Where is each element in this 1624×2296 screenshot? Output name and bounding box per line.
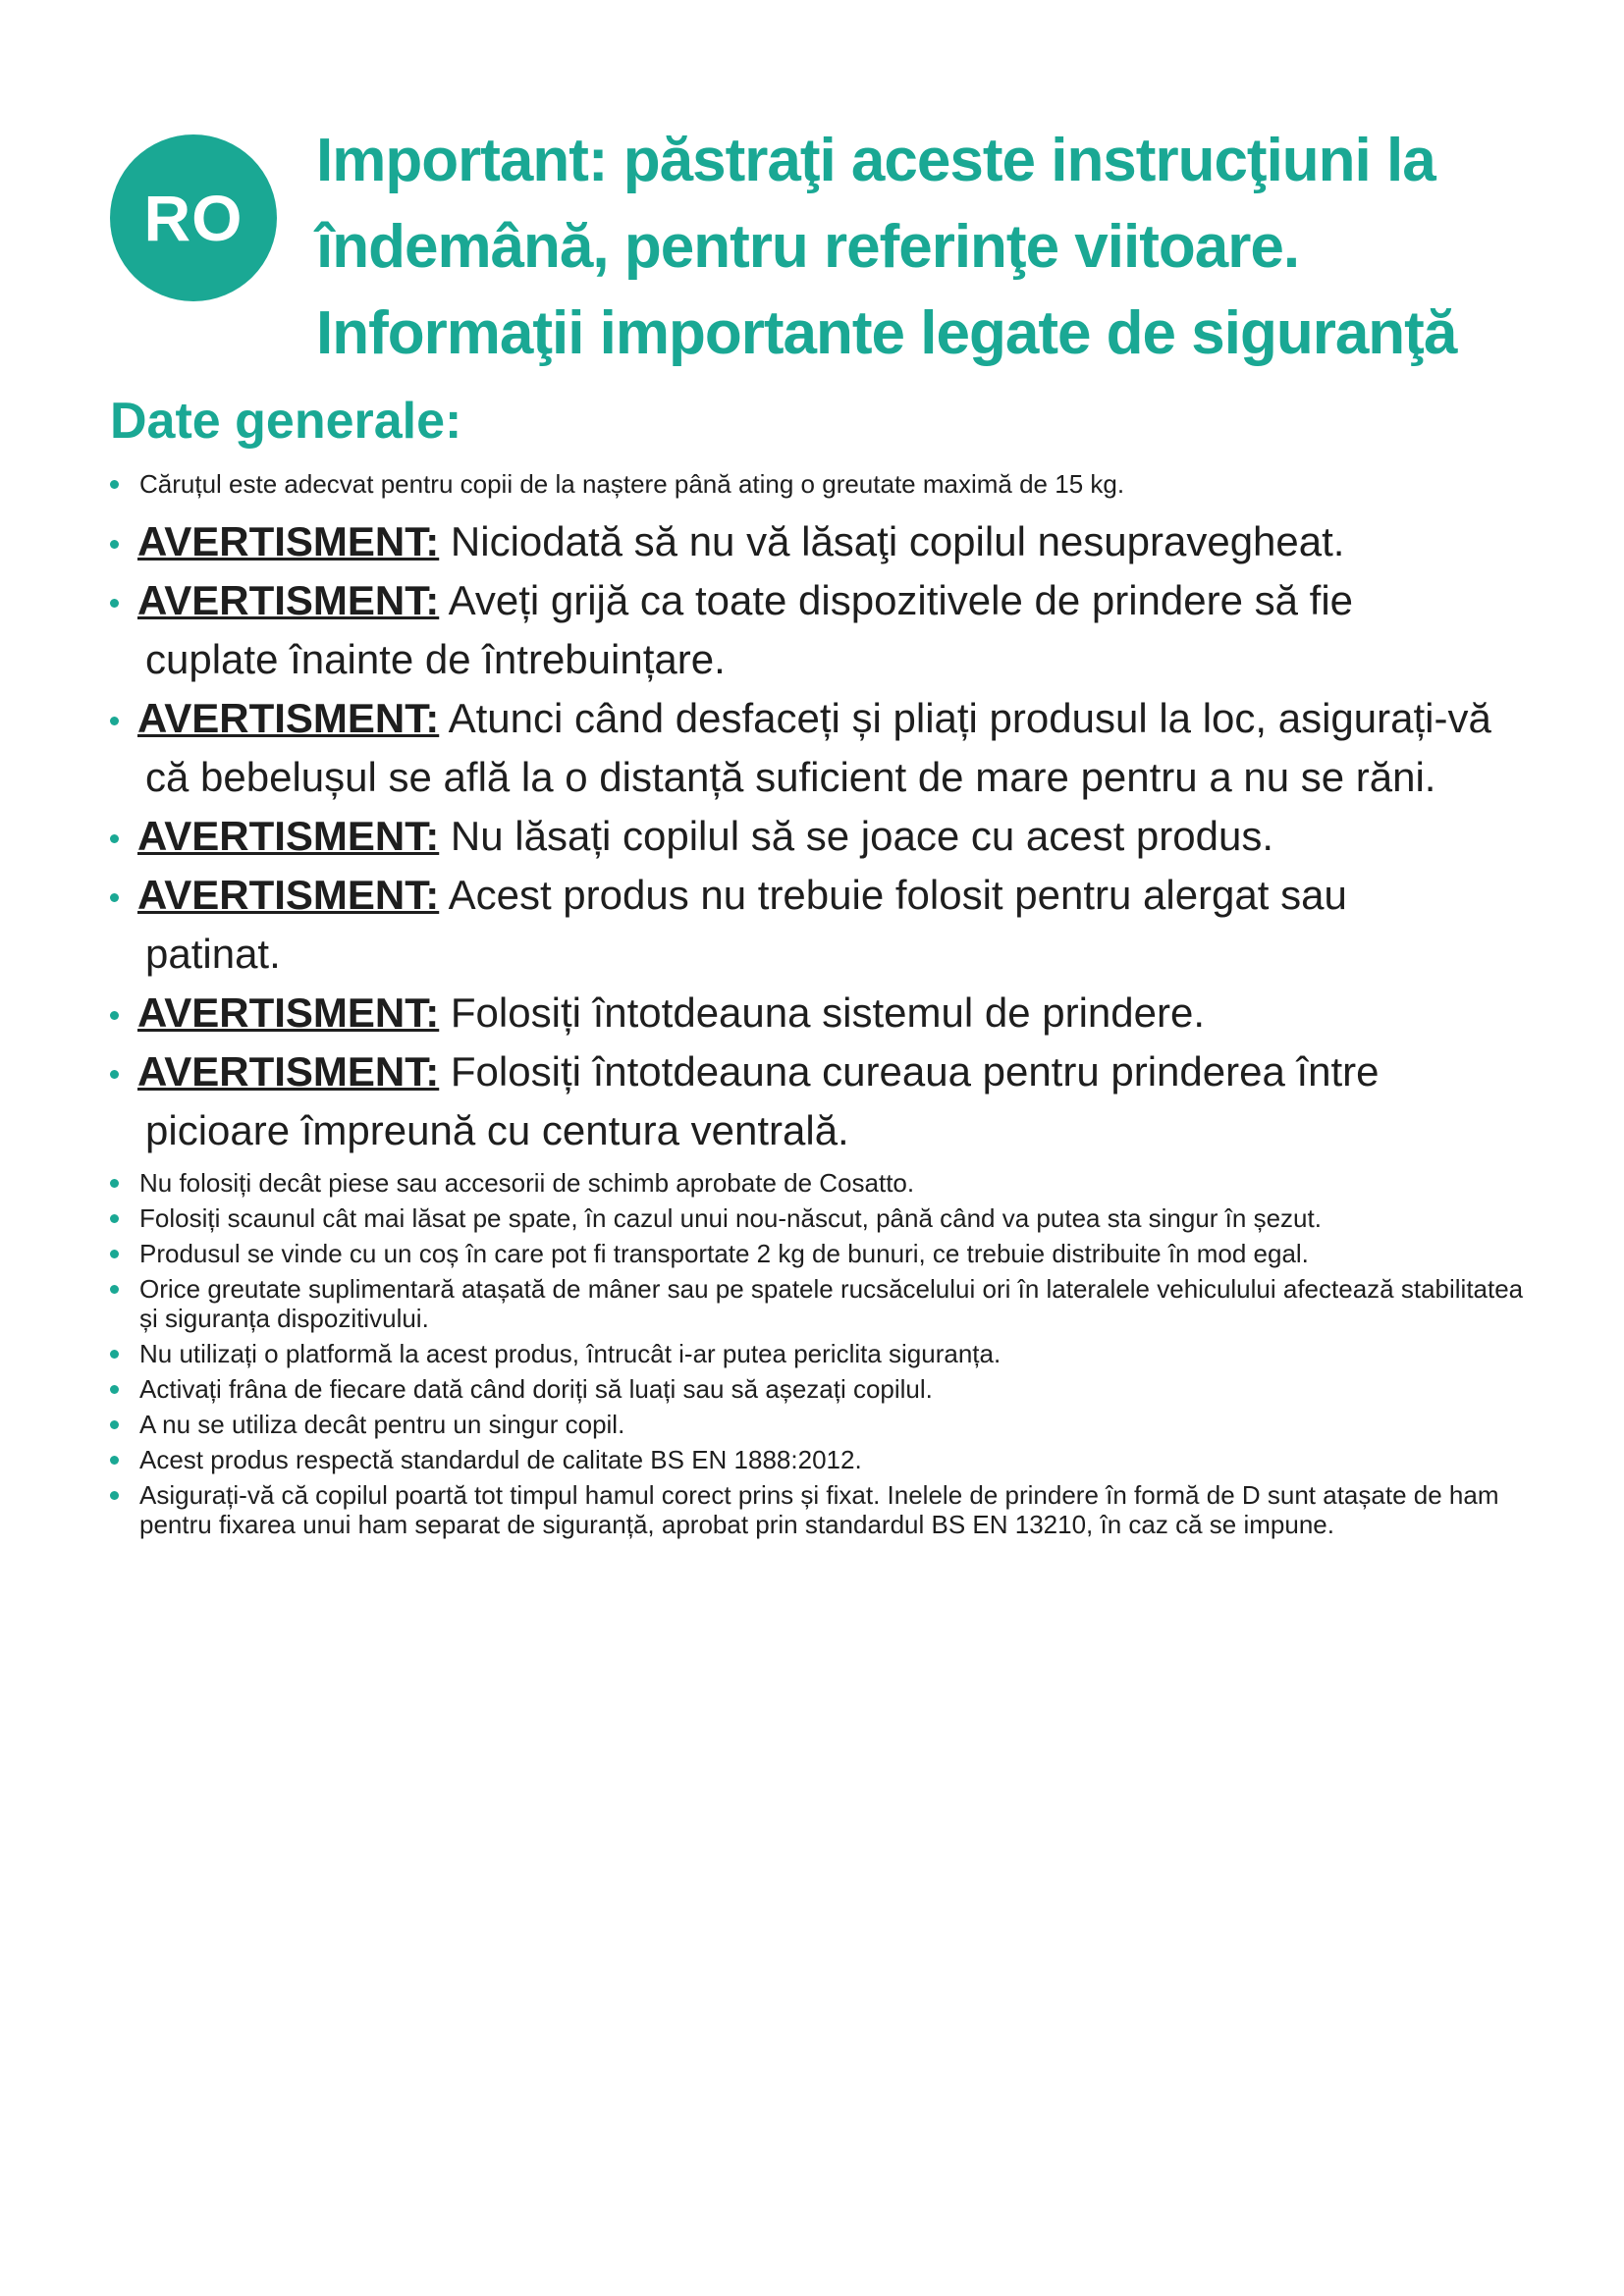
note-text: Produsul se vinde cu un coș în care pot fi transportate 2 kg de bunuri, ce trebuie distribuite în mod egal.	[139, 1239, 1309, 1268]
warning-item	[110, 866, 1524, 984]
bullet-icon	[110, 1285, 119, 1294]
warning-item	[110, 807, 1524, 866]
bullet-icon	[110, 540, 119, 549]
section-title: Date generale:	[110, 393, 462, 450]
note-text: Orice greutate suplimentară atașată de mâner sau pe spatele rucsăcelului ori în lateralele vehiculului afectează stabilitatea și siguranța dispozitivului.	[139, 1274, 1524, 1333]
note-item	[110, 1168, 1524, 1198]
bullet-icon	[110, 1385, 119, 1394]
warning-label: AVERTISMENT:	[137, 813, 440, 859]
warning-text: Folosiți întotdeauna sistemul de prindere.	[450, 989, 1206, 1036]
warning-text: Acest produs nu trebuie folosit pentru alergat sau	[448, 872, 1347, 918]
bullet-icon	[110, 1350, 119, 1359]
bullet-icon	[110, 1456, 119, 1465]
notes-list	[110, 1168, 1524, 1545]
title-line-2: îndemână, pentru referinţe viitoare.	[316, 213, 1300, 281]
title-line-3: Informaţii importante legate de siguranţă	[316, 299, 1457, 367]
bullet-icon	[110, 717, 119, 725]
warning-text: Nu lăsați copilul să se joace cu acest produs.	[450, 813, 1274, 859]
intro-list	[110, 469, 1524, 499]
warning-label: AVERTISMENT:	[137, 872, 440, 918]
warning-text: Niciodată să nu vă lăsaţi copilul nesupravegheat.	[450, 518, 1345, 564]
warning-list	[110, 512, 1524, 1160]
list-item	[110, 469, 1524, 499]
note-text: Nu folosiți decât piese sau accesorii de schimb aprobate de Cosatto.	[139, 1168, 915, 1198]
warning-text-continued: că bebelușul se află la o distanță suficient de mare pentru a nu se răni.	[145, 754, 1436, 800]
language-code: RO	[143, 182, 244, 254]
warning-text-continued: patinat.	[145, 931, 281, 977]
warning-label: AVERTISMENT:	[137, 1048, 440, 1095]
page-title	[316, 118, 1602, 377]
warning-label: AVERTISMENT:	[137, 695, 440, 741]
warning-text-continued: cuplate înainte de întrebuințare.	[145, 636, 726, 682]
warning-text: Atunci când desfaceți și pliați produsul la loc, asigurați-vă	[448, 695, 1491, 741]
note-text: Activați frâna de fiecare dată când doriți să luați sau să așezați copilul.	[139, 1374, 933, 1404]
warning-item	[110, 571, 1524, 689]
warning-item	[110, 689, 1524, 807]
intro-text: Căruțul este adecvat pentru copii de la naștere până ating o greutate maximă de 15 kg.	[139, 469, 1125, 499]
note-item	[110, 1445, 1524, 1474]
note-item	[110, 1410, 1524, 1439]
note-text: A nu se utiliza decât pentru un singur copil.	[139, 1410, 625, 1439]
note-item	[110, 1203, 1524, 1233]
note-item	[110, 1274, 1524, 1333]
warning-item	[110, 1042, 1524, 1160]
warning-text: Aveți grijă ca toate dispozitivele de prindere să fie	[448, 577, 1354, 623]
bullet-icon	[110, 599, 119, 608]
warning-label: AVERTISMENT:	[137, 518, 440, 564]
bullet-icon	[110, 1070, 119, 1079]
note-text: Folosiți scaunul cât mai lăsat pe spate, în cazul unui nou-născut, până când va putea sta singur în șezut.	[139, 1203, 1322, 1233]
bullet-icon	[110, 480, 119, 489]
warning-label: AVERTISMENT:	[137, 989, 440, 1036]
note-item	[110, 1339, 1524, 1368]
title-line-1: Important: păstraţi aceste instrucţiuni la	[316, 127, 1435, 194]
bullet-icon	[110, 1491, 119, 1500]
note-text: Asigurați-vă că copilul poartă tot timpul hamul corect prins și fixat. Inelele de prindere în formă de D sunt atașate de ham pentru fixarea unui ham separat de siguranță, aprobat prin standardul BS EN 13210, în caz că se impune.	[139, 1480, 1499, 1539]
bullet-icon	[110, 1420, 119, 1429]
warning-label: AVERTISMENT:	[137, 577, 440, 623]
warning-text-continued: picioare împreună cu centura ventrală.	[145, 1107, 849, 1153]
language-badge	[110, 134, 277, 301]
bullet-icon	[110, 1179, 119, 1188]
warning-item	[110, 984, 1524, 1042]
note-item	[110, 1239, 1524, 1268]
bullet-icon	[110, 1250, 119, 1258]
bullet-icon	[110, 1011, 119, 1020]
bullet-icon	[110, 893, 119, 902]
note-item	[110, 1374, 1524, 1404]
note-text: Nu utilizați o platformă la acest produs, întrucât i-ar putea periclita siguranța.	[139, 1339, 1001, 1368]
warning-text: Folosiți întotdeauna cureaua pentru prinderea între	[450, 1048, 1380, 1095]
note-item	[110, 1480, 1524, 1539]
bullet-icon	[110, 1214, 119, 1223]
bullet-icon	[110, 834, 119, 843]
note-text: Acest produs respectă standardul de calitate BS EN 1888:2012.	[139, 1445, 862, 1474]
warning-item	[110, 512, 1524, 571]
